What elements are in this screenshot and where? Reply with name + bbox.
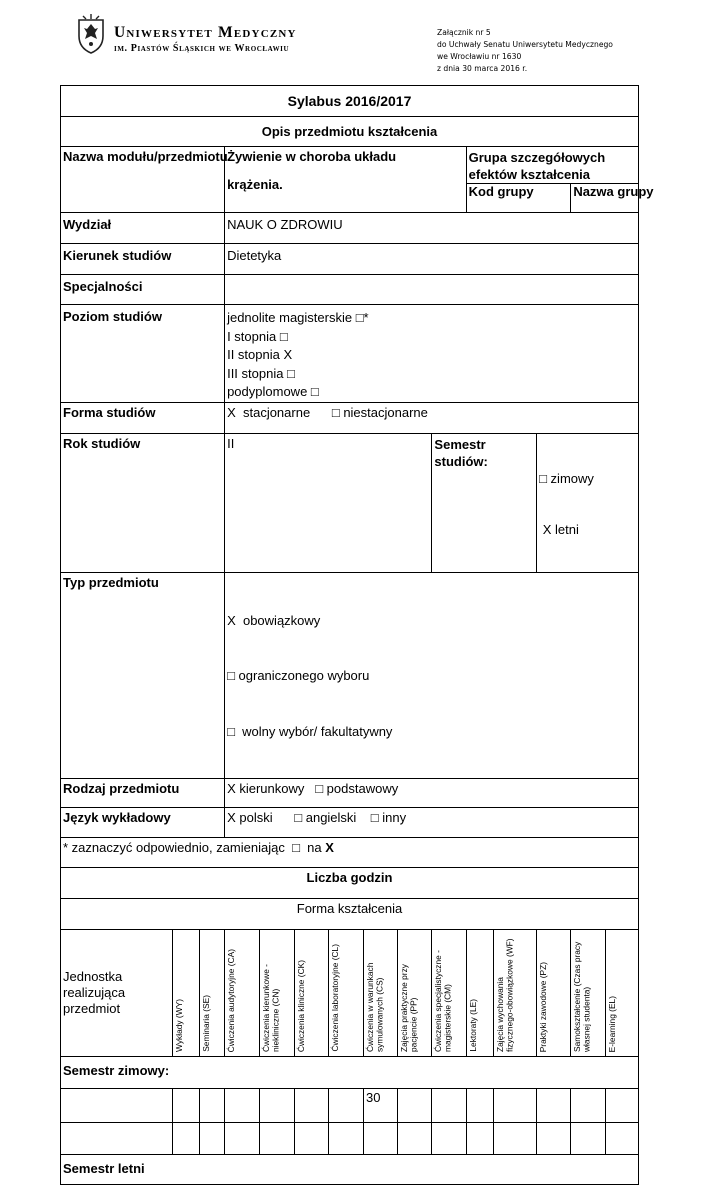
col-header-el <box>605 930 638 1057</box>
module-label: Nazwa modułu/przedmiotu <box>61 147 225 213</box>
syllabus-subtitle: Opis przedmiotu kształcenia <box>61 117 639 147</box>
col-header-text: Lektoraty (LE) <box>467 999 478 1052</box>
winter-pp-value: 30 <box>363 1089 397 1123</box>
table-cell <box>328 1123 363 1155</box>
table-cell <box>398 1123 432 1155</box>
col-header-text: E-learning (EL) <box>606 995 617 1052</box>
col-header-se <box>199 930 224 1057</box>
table-cell <box>537 1123 571 1155</box>
col-header-text: Ćwiczenia w warunkach symulowanych (CS) <box>364 962 385 1052</box>
language-value: X polski □ angielski □ inny <box>225 808 639 838</box>
direction-value: Dietetyka <box>225 244 639 275</box>
table-cell <box>363 1123 397 1155</box>
semester-options <box>537 433 639 572</box>
semester-label: Semestr studiów: <box>432 433 537 572</box>
level-option: I stopnia □ <box>227 328 288 344</box>
col-header-text: Ćwiczenia specjalistyczne - magisterskie (CM) <box>433 950 454 1052</box>
table-cell <box>61 1089 173 1123</box>
col-header-wf <box>493 930 536 1057</box>
col-header-text: Ćwiczenia kierunkowe - niekliniczne (CN) <box>261 964 281 1052</box>
annex-line: we Wrocławiu nr 1630 <box>437 52 522 61</box>
col-header-le <box>466 930 493 1057</box>
module-value-line: krążenia. <box>227 177 283 192</box>
summer-semester-label: Semestr letni <box>61 1155 639 1185</box>
syllabus-table <box>60 85 654 1185</box>
table-cell <box>432 1123 466 1155</box>
col-header-ck <box>294 930 328 1057</box>
table-cell <box>398 1089 432 1123</box>
table-cell <box>328 1089 363 1123</box>
table-cell <box>172 1123 199 1155</box>
annex-line: Załącznik nr 5 <box>437 28 491 37</box>
table-cell <box>537 1089 571 1123</box>
form-value: X stacjonarne □ niestacjonarne <box>225 402 639 433</box>
table-cell <box>493 1123 536 1155</box>
education-form-title: Forma kształcenia <box>61 899 639 930</box>
col-header-text: Seminaria (SE) <box>200 995 211 1052</box>
col-header-sam <box>571 930 605 1057</box>
module-value <box>225 147 467 213</box>
direction-label: Kierunek studiów <box>61 244 225 275</box>
table-cell <box>466 1089 493 1123</box>
col-header-text: Wykłady (WY) <box>173 999 184 1052</box>
group-label: Grupa szczegółowych efektów kształcenia <box>466 147 638 184</box>
table-cell <box>571 1089 605 1123</box>
table-cell <box>199 1089 224 1123</box>
col-header-cs <box>363 930 397 1057</box>
table-cell <box>605 1123 638 1155</box>
table-cell <box>466 1123 493 1155</box>
table-cell <box>493 1089 536 1123</box>
col-header-text: Ćwiczenia laboratoryjne (CL) <box>329 944 340 1052</box>
note-text: * zaznaczyć odpowiednio, zamieniając □ na <box>63 840 326 855</box>
table-cell <box>260 1123 294 1155</box>
col-header-text: Praktyki zawodowe (PZ) <box>538 961 549 1052</box>
type-option: □ ograniczonego wyboru <box>227 668 370 683</box>
university-name: Uniwersytet Medyczny <box>114 24 297 41</box>
table-cell <box>199 1123 224 1155</box>
table-cell <box>225 1089 260 1123</box>
group-code-label: Kod grupy <box>466 184 571 213</box>
col-header-text: Ćwiczenia audytoryjne (CA) <box>226 948 237 1052</box>
year-label: Rok studiów <box>61 433 225 572</box>
table-cell <box>172 1089 199 1123</box>
table-cell <box>432 1089 466 1123</box>
col-header-text: Samokształcenie (Czas pracy własnej studenta) <box>572 941 592 1052</box>
unit-label: Jednostka realizująca przedmiot <box>61 930 173 1057</box>
col-header-pp <box>398 930 432 1057</box>
level-options <box>225 305 639 403</box>
table-cell <box>605 1089 638 1123</box>
col-header-text: Ćwiczenia kliniczne (CK) <box>295 959 306 1052</box>
table-cell <box>61 1123 173 1155</box>
type-option: □ wolny wybór/ fakultatywny <box>227 723 393 739</box>
level-label: Poziom studiów <box>61 305 225 403</box>
col-header-wy <box>172 930 199 1057</box>
specialty-label: Specjalności <box>61 275 225 305</box>
university-crest-icon <box>76 14 106 54</box>
kind-label: Rodzaj przedmiotu <box>61 779 225 808</box>
syllabus-title: Sylabus 2016/2017 <box>61 86 639 117</box>
table-cell <box>260 1089 294 1123</box>
type-label: Typ przedmiotu <box>61 572 225 779</box>
annex-note <box>437 27 613 75</box>
col-header-text: Zajęcia wychowania fizycznego-obowiązkowe (WF) <box>494 938 515 1052</box>
col-header-cl <box>328 930 363 1057</box>
level-option: III stopnia □ <box>227 365 295 381</box>
faculty-value: NAUK O ZDROWIU <box>225 213 639 244</box>
specialty-value <box>225 275 639 305</box>
level-option: jednolite magisterskie □* <box>227 310 369 325</box>
table-cell <box>294 1089 328 1123</box>
kind-value: X kierunkowy □ podstawowy <box>225 779 639 808</box>
col-header-text: Zajęcia praktyczne przy pacjencie (PP) <box>399 964 419 1052</box>
language-label: Język wykładowy <box>61 808 225 838</box>
type-options <box>225 572 639 779</box>
module-value-line: Żywienie w choroba układu <box>227 149 397 164</box>
level-option: II stopnia X <box>227 347 293 362</box>
col-header-cn <box>260 930 294 1057</box>
annex-line: do Uchwały Senatu Uniwersytetu Medycznego <box>437 40 613 49</box>
col-header-ca <box>225 930 260 1057</box>
table-cell <box>225 1123 260 1155</box>
type-option: X obowiązkowy <box>227 612 321 628</box>
hours-title: Liczba godzin <box>61 868 639 899</box>
university-subtitle: im. Piastów Śląskich we Wrocławiu <box>114 43 290 54</box>
table-cell <box>294 1123 328 1155</box>
note-x: X <box>325 840 334 855</box>
table-cell <box>571 1123 605 1155</box>
level-option: podyplomowe □ <box>227 384 319 399</box>
semester-option: X letni <box>539 521 579 537</box>
year-value: II <box>225 433 432 572</box>
col-header-pz <box>537 930 571 1057</box>
col-header-cm <box>432 930 466 1057</box>
winter-semester-label: Semestr zimowy: <box>61 1057 639 1089</box>
semester-option: □ zimowy <box>539 470 594 486</box>
form-label: Forma studiów <box>61 402 225 433</box>
note-row <box>61 838 639 868</box>
annex-line: z dnia 30 marca 2016 r. <box>437 64 528 73</box>
group-name-label: Nazwa grupy <box>571 184 639 213</box>
faculty-label: Wydział <box>61 213 225 244</box>
